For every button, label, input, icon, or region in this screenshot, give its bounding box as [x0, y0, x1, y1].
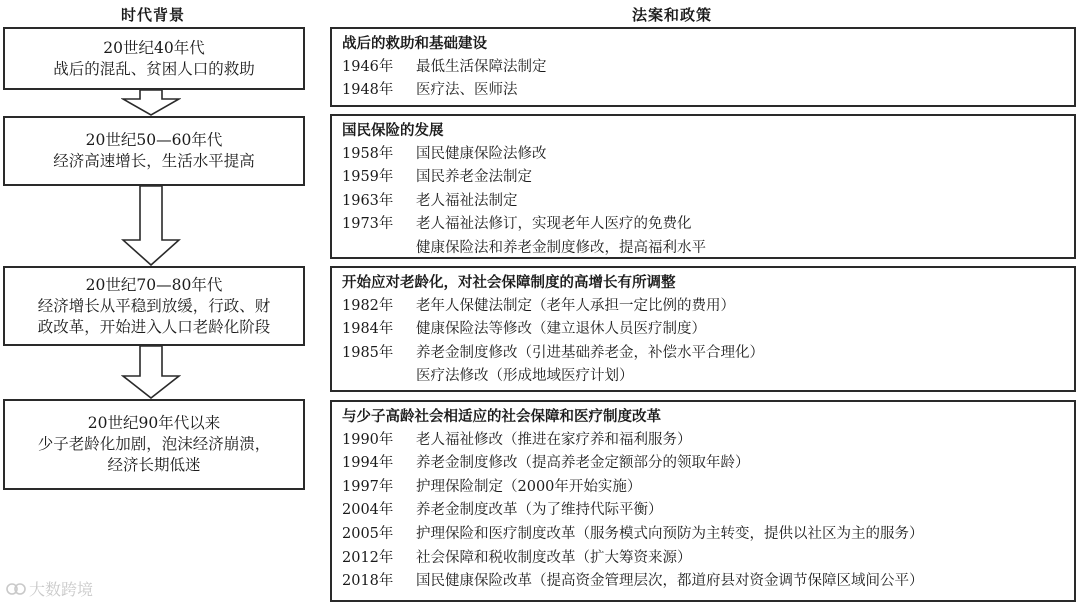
- policy-row-continued: [342, 237, 1074, 261]
- policy-row: [342, 79, 1074, 103]
- policy-row: [342, 143, 1074, 167]
- policy-year: 1948年: [342, 82, 394, 99]
- policy-text: 老人福祉修改（推进在家疗养和福利服务）: [416, 431, 692, 448]
- policy-box-1950s-60s: [330, 114, 1076, 259]
- period-box-1990s-on: [3, 399, 305, 490]
- policy-row: [342, 295, 1074, 319]
- period-desc-line1: 少子老龄化加剧，泡沫经济崩溃，: [37, 435, 271, 453]
- policy-year: 1994年: [342, 455, 394, 472]
- policy-text: 健康保险法等修改（建立退休人员医疗制度）: [416, 321, 706, 338]
- down-arrow-icon: [121, 90, 181, 116]
- policy-year: 1982年: [342, 297, 394, 314]
- policy-text: 护理保险制定（2000年开始实施）: [416, 478, 642, 495]
- period-title: 20世纪50—60年代: [85, 131, 223, 149]
- period-desc-line2: 经济长期低迷: [107, 456, 201, 474]
- watermark-text: 大数跨境: [29, 580, 94, 599]
- period-desc-line1: 经济增长从平稳到放缓，行政、财: [37, 296, 271, 315]
- policy-text: 国民养老金法制定: [416, 169, 532, 186]
- policy-row: [342, 570, 1074, 594]
- policy-text: 老年人保健法制定（老年人承担一定比例的费用）: [416, 297, 735, 314]
- policy-year: 1946年: [342, 58, 394, 75]
- policy-row: [342, 429, 1074, 453]
- period-box-1950s-60s: [3, 116, 305, 186]
- period-desc: 经济高速增长，生活水平提高: [53, 152, 255, 170]
- policy-row: [342, 342, 1074, 366]
- period-desc-line2: 政改革，开始进入人口老龄化阶段: [37, 317, 271, 336]
- policy-text: 老人福祉法修订，实现老年人医疗的免费化: [416, 216, 692, 233]
- right-column-header: 法案和政策: [632, 6, 713, 24]
- policy-text: 医疗法、医师法: [416, 82, 518, 99]
- watermark: [6, 577, 93, 600]
- policy-year: 1997年: [342, 478, 394, 495]
- policy-text: 养老金制度修改（提高养老金定额部分的领取年龄）: [416, 455, 750, 472]
- policy-text: 最低生活保障法制定: [416, 58, 547, 75]
- policy-text: 社会保障和税收制度改革（扩大筹资来源）: [416, 549, 692, 566]
- policy-row: [342, 318, 1074, 342]
- period-title: 20世纪40年代: [103, 38, 205, 57]
- policy-title: 战后的救助和基础建设: [342, 35, 487, 52]
- policy-row: [342, 452, 1074, 476]
- period-desc: 战后的混乱、贫困人口的救助: [53, 59, 255, 78]
- policy-year: 2012年: [342, 549, 394, 566]
- policy-row: [342, 213, 1074, 237]
- policy-text: 健康保险法和养老金制度修改，提高福利水平: [416, 239, 706, 256]
- policy-year: 2004年: [342, 502, 394, 519]
- watermark-logo-icon: [6, 581, 26, 597]
- policy-text: 国民健康保险改革（提高资金管理层次，都道府县对资金调节保障区域间公平）: [416, 573, 924, 590]
- period-box-1940s: [3, 27, 305, 90]
- policy-year: 1984年: [342, 321, 394, 338]
- period-title: 20世纪70—80年代: [85, 275, 223, 294]
- policy-text: 养老金制度改革（为了维持代际平衡）: [416, 502, 663, 519]
- period-box-1970s-80s: [3, 266, 305, 346]
- policy-row: [342, 166, 1074, 190]
- policy-title: 国民保险的发展: [342, 122, 444, 139]
- policy-year: 1963年: [342, 192, 394, 209]
- policy-row: [342, 56, 1074, 80]
- policy-year: 2005年: [342, 525, 394, 542]
- policy-text: 养老金制度修改（引进基础养老金，补偿水平合理化）: [416, 344, 764, 361]
- policy-box-1970s-80s: [330, 266, 1076, 392]
- policy-row-continued: [342, 365, 1074, 389]
- policy-title: 开始应对老龄化，对社会保障制度的高增长有所调整: [342, 274, 676, 291]
- policy-text: 护理保险和医疗制度改革（服务模式向预防为主转变，提供以社区为主的服务）: [416, 525, 924, 542]
- policy-title: 与少子高龄社会相适应的社会保障和医疗制度改革: [342, 408, 661, 425]
- policy-row: [342, 523, 1074, 547]
- down-arrow-icon: [121, 346, 181, 399]
- policy-text: 老人福祉法制定: [416, 192, 518, 209]
- policy-year: 1958年: [342, 145, 394, 162]
- policy-row: [342, 499, 1074, 523]
- policy-row: [342, 547, 1074, 571]
- policy-year: 1990年: [342, 431, 394, 448]
- policy-year: 1985年: [342, 344, 394, 361]
- policy-year: 1959年: [342, 169, 394, 186]
- left-column-header: 时代背景: [121, 6, 186, 24]
- policy-row: [342, 190, 1074, 214]
- policy-text: 国民健康保险法修改: [416, 145, 547, 162]
- period-title: 20世纪90年代以来: [87, 414, 221, 432]
- policy-row: [342, 476, 1074, 500]
- policy-year: 1973年: [342, 216, 394, 233]
- policy-text: 医疗法修改（形成地域医疗计划）: [416, 368, 634, 385]
- policy-box-1940s: [330, 27, 1076, 107]
- down-arrow-icon: [121, 186, 181, 266]
- policy-box-1990s-on: [330, 400, 1076, 602]
- policy-year: 2018年: [342, 573, 394, 590]
